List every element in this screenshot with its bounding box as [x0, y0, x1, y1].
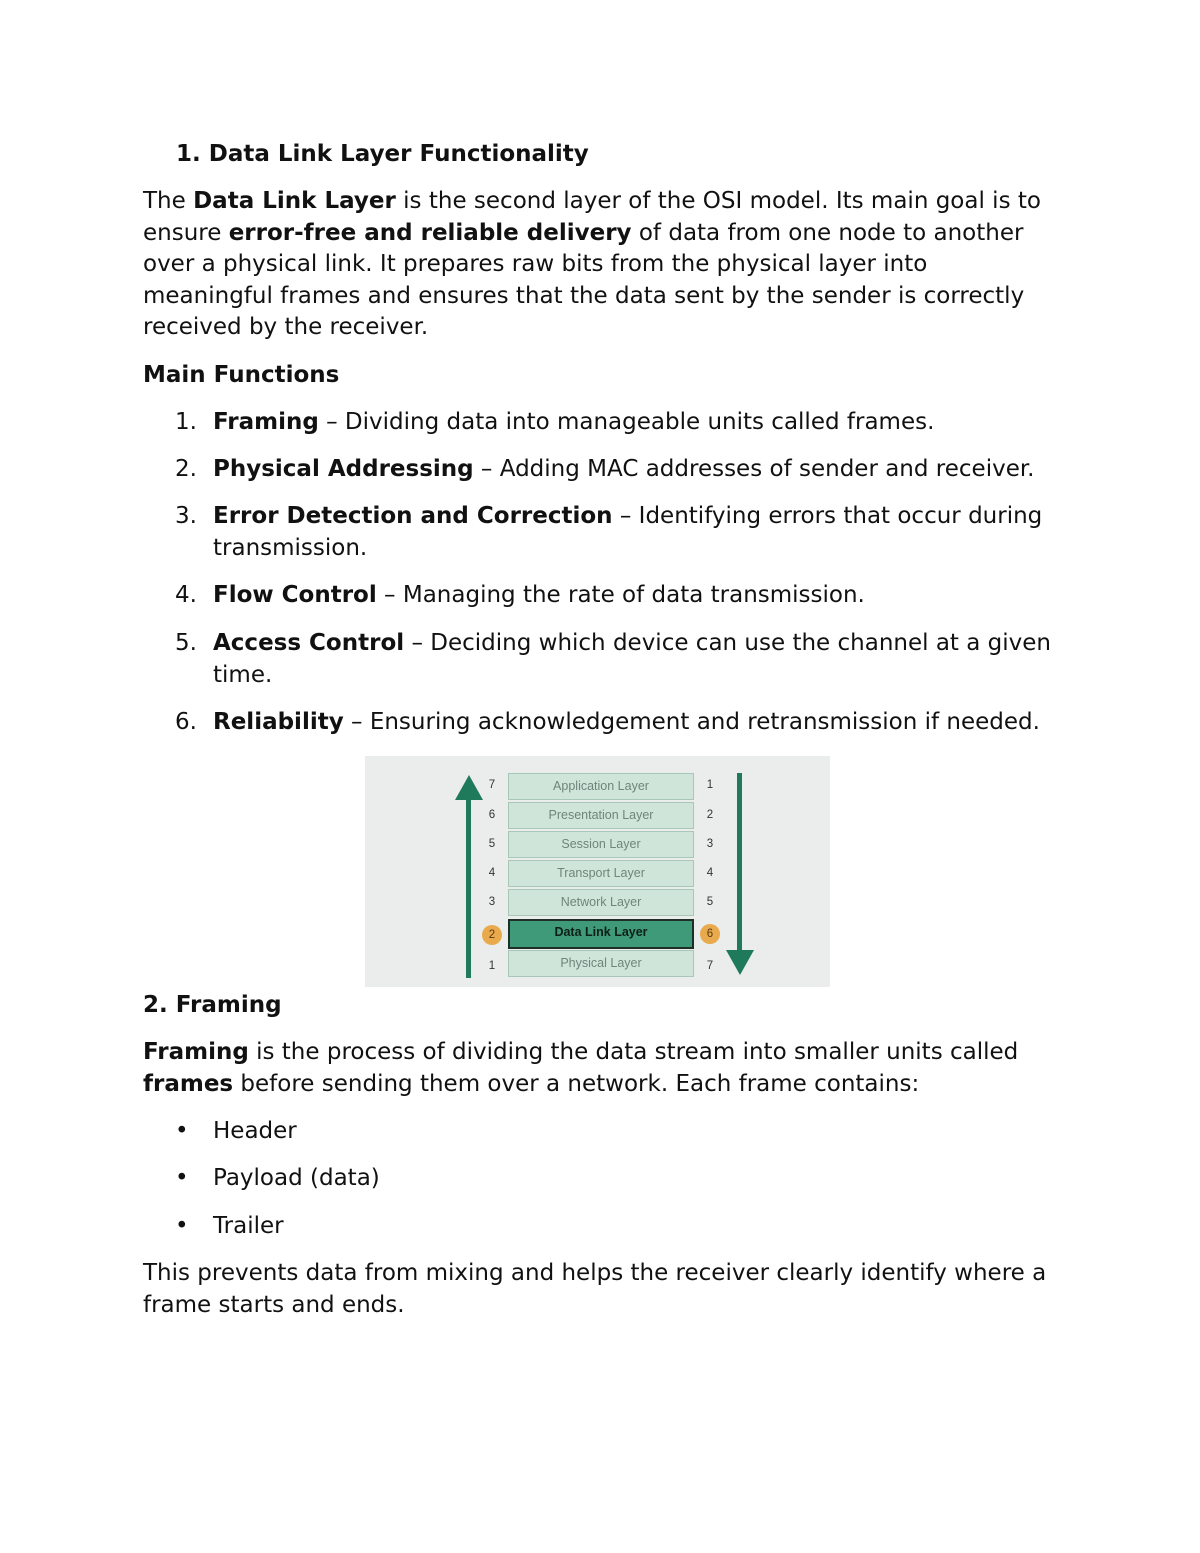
function-item-3: [175, 501, 1065, 564]
osi-layer-physical: Physical Layer: [508, 950, 694, 977]
list-number: 3.: [175, 503, 197, 529]
layer-left-number: 7: [488, 779, 496, 791]
osi-layer-network: Network Layer: [508, 889, 694, 916]
layer-right-number: 5: [706, 896, 714, 908]
list-number: 4.: [175, 582, 197, 608]
layer-left-number: 5: [488, 838, 496, 850]
section-1-heading: 1. Data Link Layer Functionality: [176, 141, 589, 167]
section-2-heading: 2. Framing: [143, 992, 282, 1018]
arrow-up-icon: [455, 775, 483, 800]
function-term: Physical Addressing: [213, 456, 474, 482]
framing-bold: Framing: [143, 1039, 249, 1065]
section-2-intro: [143, 1037, 1058, 1100]
layer-left-number: 3: [488, 896, 496, 908]
bullet-item-header: [175, 1116, 575, 1148]
layer-left-number: 1: [488, 960, 496, 972]
function-term: Framing: [213, 409, 319, 435]
osi-layer-transport: Transport Layer: [508, 860, 694, 887]
layer-left-number: 4: [488, 867, 496, 879]
layer-right-number: 1: [706, 779, 714, 791]
frames-bold: frames: [143, 1070, 234, 1097]
bullet-icon: •: [175, 1118, 189, 1144]
function-desc: – Deciding which device can use the channel at a given time.: [213, 630, 1051, 688]
section-2-outro: This prevents data from mixing and helps the receiver clearly identify where a frame starts and ends.: [143, 1260, 1047, 1318]
layer-right-number: 7: [706, 960, 714, 972]
layer-right-number: 4: [706, 867, 714, 879]
list-number: 6.: [175, 709, 197, 735]
arrow-down-icon: [726, 950, 754, 975]
function-term: Flow Control: [213, 582, 377, 608]
function-desc: – Managing the rate of data transmission.: [376, 582, 865, 608]
function-item-2: [175, 454, 1065, 486]
osi-layer-presentation: Presentation Layer: [508, 802, 694, 829]
function-term: Reliability: [213, 709, 344, 735]
osi-layer-session: Session Layer: [508, 831, 694, 858]
function-desc: – Adding MAC addresses of sender and receiver.: [473, 456, 1035, 482]
list-number: 5.: [175, 630, 197, 656]
layer-left-number-highlight: 2: [482, 925, 502, 945]
main-functions-heading: Main Functions: [143, 362, 340, 388]
section-1-intro: [143, 186, 1058, 344]
intro-bold-1: Data Link Layer: [193, 188, 396, 214]
bullet-text: Trailer: [213, 1213, 284, 1239]
function-term: Access Control: [213, 630, 405, 656]
function-item-5: [175, 628, 1065, 691]
bullet-icon: •: [175, 1165, 189, 1191]
bullet-item-payload: [175, 1163, 575, 1195]
layer-right-number-highlight: 6: [700, 924, 720, 944]
intro-text-3: of data from one node to another over a physical link. It prepares raw bits from the physical layer into meaningful frames and ensures that the data sent by the sender is correctly received by the receiver.: [143, 219, 1025, 340]
bullet-item-trailer: [175, 1211, 575, 1243]
layer-right-number: 3: [706, 838, 714, 850]
list-number: 1.: [175, 409, 197, 435]
function-item-4: [175, 580, 1065, 612]
arrow-down-shaft: [737, 773, 742, 953]
intro-text-1: The: [143, 188, 194, 214]
arrow-up-shaft: [466, 796, 471, 978]
function-term: Error Detection and Correction: [213, 503, 613, 529]
function-desc: – Identifying errors that occur during transmission.: [213, 503, 1043, 561]
framing-text-1: is the process of dividing the data stream into smaller units called: [248, 1039, 1019, 1065]
osi-layer-data-link: Data Link Layer: [508, 919, 694, 949]
function-item-6: [175, 707, 1065, 739]
intro-text-2: is the second layer of the OSI model. Its main goal is to ensure: [143, 188, 1041, 246]
function-item-1: [175, 407, 1065, 439]
function-desc: – Dividing data into manageable units called frames.: [318, 409, 935, 435]
layer-left-number: 6: [488, 809, 496, 821]
bullet-text: Header: [213, 1118, 297, 1144]
layer-right-number: 2: [706, 809, 714, 821]
intro-bold-2: error-free and reliable delivery: [228, 219, 632, 246]
osi-model-figure: [365, 756, 830, 987]
bullet-text: Payload (data): [213, 1165, 380, 1191]
osi-layer-application: Application Layer: [508, 773, 694, 800]
framing-text-2: before sending them over a network. Each frame contains:: [233, 1070, 920, 1097]
function-desc: – Ensuring acknowledgement and retransmission if needed.: [343, 709, 1040, 735]
list-number: 2.: [175, 456, 197, 482]
bullet-icon: •: [175, 1213, 189, 1239]
